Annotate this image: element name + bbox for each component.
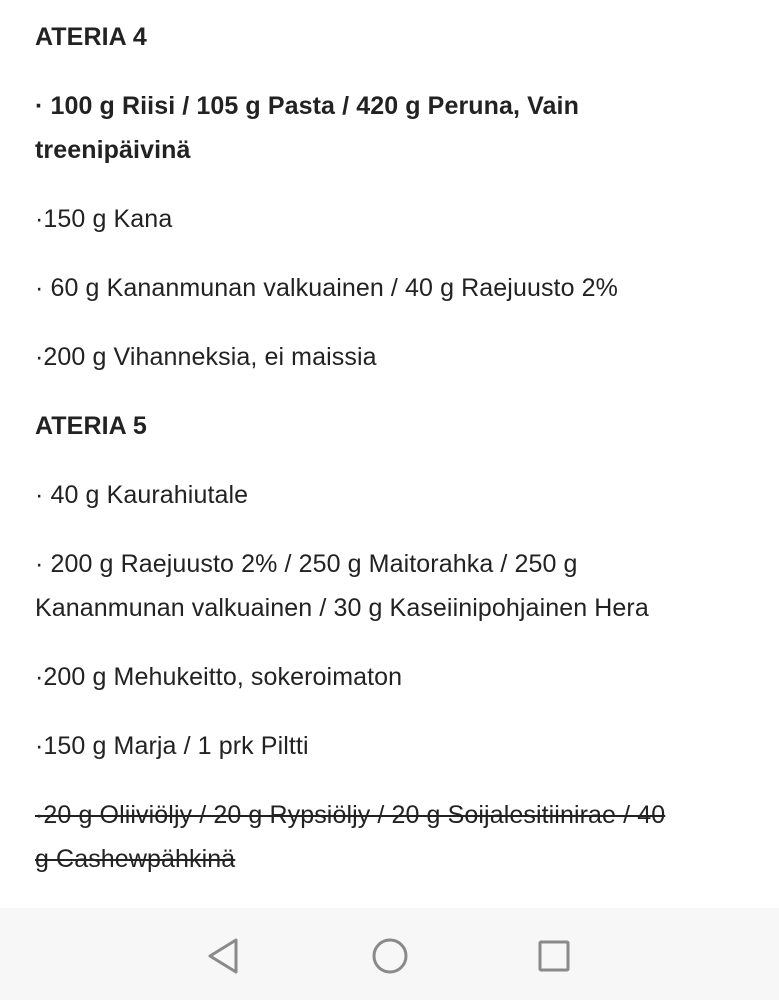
home-circle-icon	[370, 936, 410, 976]
meal5-item-fats-struck-cont: g Cashewpähkinä	[35, 845, 236, 873]
home-button[interactable]	[366, 932, 414, 980]
recents-button[interactable]	[530, 932, 578, 980]
back-triangle-icon	[205, 936, 241, 976]
meal4-item-vegetables: ·200 g Vihanneksia, ei maissia	[35, 343, 377, 371]
meal5-item-oats: · 40 g Kaurahiutale	[35, 481, 249, 509]
meal4-item-egg-white: · 60 g Kananmunan valkuainen / 40 g Raejuusto 2%	[35, 274, 618, 302]
meal4-heading: ATERIA 4	[35, 23, 147, 51]
meal5-heading: ATERIA 5	[35, 412, 147, 440]
meal5-item-protein-cont: Kananmunan valkuainen / 30 g Kaseiinipohjainen Hera	[35, 594, 649, 622]
meal5-item-fats-struck: ·20 g Oliiviöljy / 20 g Rypsiöljy / 20 g Soijalesitiinirae / 40	[35, 801, 666, 829]
meal5-item-protein: · 200 g Raejuusto 2% / 250 g Maitorahka / 250 g	[35, 550, 578, 578]
meal4-item-carbs: · 100 g Riisi / 105 g Pasta / 420 g Peruna, Vain	[35, 92, 579, 120]
meal5-item-soup: ·200 g Mehukeitto, sokeroimaton	[35, 663, 403, 691]
meal4-item-chicken: ·150 g Kana	[35, 205, 173, 233]
system-navigation-bar	[0, 908, 779, 1000]
recents-square-icon	[534, 936, 574, 976]
meal5-item-berries: ·150 g Marja / 1 prk Piltti	[35, 732, 309, 760]
meal4-item-carbs-cont: treenipäivinä	[35, 136, 191, 164]
back-button[interactable]	[199, 932, 247, 980]
